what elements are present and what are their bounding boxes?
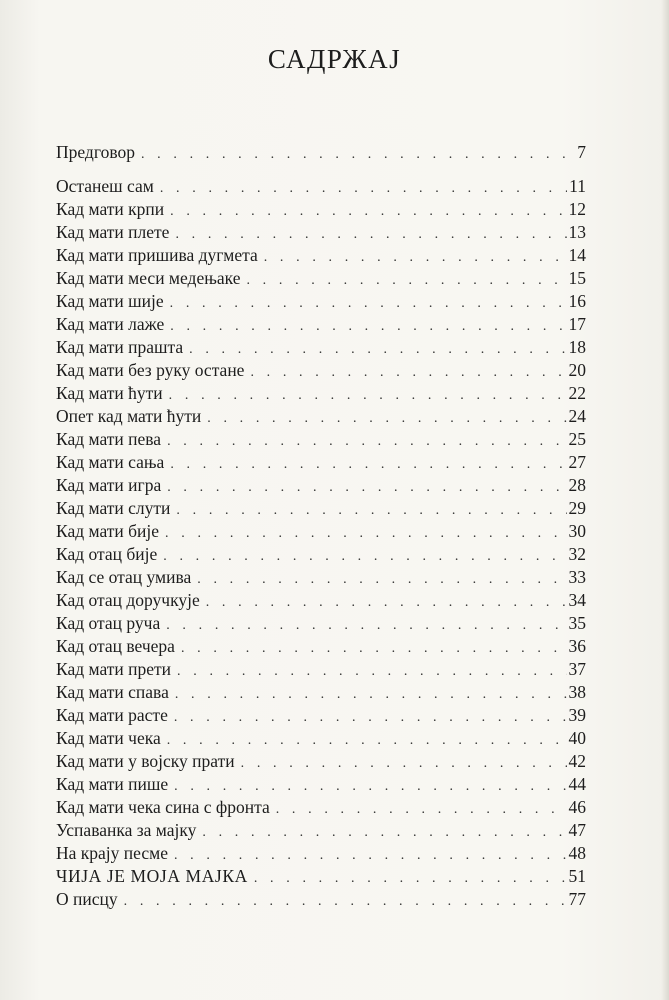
toc-entry-title: Кад мати пише [56, 774, 169, 794]
toc-entry-title: Кад мати меси медењаке [56, 268, 241, 288]
toc-entry-title: Кад мати без руку остане [56, 360, 245, 380]
toc-entry [56, 612, 586, 635]
toc-entry-title: Предговор [56, 142, 135, 162]
toc-entry-page: 39 [568, 705, 586, 725]
toc-entry-page: 13 [568, 222, 586, 242]
toc-entry-title: Кад мати пева [56, 429, 162, 449]
toc-entry-title: Кад отац доручкује [56, 590, 200, 610]
toc-entry-title: Кад мати прашта [56, 337, 184, 357]
toc-entry-page: 17 [568, 314, 586, 334]
toc-entry-title: Кад мати сања [56, 452, 165, 472]
toc-entry [56, 865, 586, 888]
dot-leader [176, 499, 566, 520]
toc-entry [56, 727, 586, 750]
toc-entry-page: 77 [568, 889, 586, 909]
toc-entry-page: 46 [568, 797, 586, 817]
dot-leader [189, 338, 566, 359]
toc-entry-page: 27 [568, 452, 586, 472]
toc-entry-title: Кад мати лаже [56, 314, 165, 334]
dot-leader [167, 729, 567, 750]
toc-entry [56, 635, 586, 658]
toc-entry-title: Кад мати чека [56, 728, 161, 748]
toc-entry [56, 497, 586, 520]
dot-leader [163, 545, 566, 566]
toc-entry-title: Кад мати игра [56, 475, 162, 495]
toc-entry-title: Кад мати пришива дугмета [56, 245, 258, 265]
toc-entry-title: Кад мати у војску прати [56, 751, 235, 771]
toc-entry-page: 38 [568, 682, 586, 702]
toc-entry-title: Кад отац руча [56, 613, 161, 633]
dot-leader [160, 177, 567, 198]
toc-entry [56, 382, 586, 405]
toc-entry [56, 888, 586, 911]
toc-entry-title: ЧИЈА ЈЕ МОЈА МАЈКА [56, 866, 248, 886]
dot-leader [174, 844, 567, 865]
dot-leader [167, 430, 566, 451]
toc-entry-page: 28 [568, 475, 586, 495]
toc-entry-page: 30 [568, 521, 586, 541]
dot-leader [170, 200, 566, 221]
toc-entry-title: О писцу [56, 889, 118, 909]
toc-entry-page: 22 [568, 383, 586, 403]
toc-entry-title: Кад мати слути [56, 498, 171, 518]
toc-entry [56, 141, 586, 164]
dot-leader [170, 292, 567, 313]
toc-entry-page: 29 [568, 498, 586, 518]
toc-entry-title: Кад мати бије [56, 521, 160, 541]
toc-entry-title: Кад мати плете [56, 222, 170, 242]
toc-entry-page: 24 [568, 406, 586, 426]
toc-entry [56, 359, 586, 382]
dot-leader [141, 143, 575, 164]
dot-leader [167, 476, 566, 497]
toc-entry-title: Опет кад мати ћути [56, 406, 202, 426]
dot-leader [206, 591, 567, 612]
toc-entry [56, 750, 586, 773]
toc-entry [56, 704, 586, 727]
dot-leader [166, 614, 566, 635]
toc-entry [56, 474, 586, 497]
toc-entry-title: На крају песме [56, 843, 168, 863]
toc-entry-title: Кад мати чека сина с фронта [56, 797, 270, 817]
dot-leader [264, 246, 567, 267]
toc-entry [56, 313, 586, 336]
dot-leader [170, 453, 566, 474]
dot-leader [169, 384, 567, 405]
toc-entry-title: Успаванка за мајку [56, 820, 197, 840]
dot-leader [181, 637, 567, 658]
dot-leader [276, 798, 567, 819]
toc-entry-page: 36 [568, 636, 586, 656]
toc-entry-page: 12 [568, 199, 586, 219]
dot-leader [177, 660, 566, 681]
toc-entry [56, 658, 586, 681]
dot-leader [174, 775, 566, 796]
dot-leader [124, 890, 567, 911]
dot-leader [197, 568, 566, 589]
toc-entry-title: Кад мати прети [56, 659, 172, 679]
toc-entry [56, 842, 586, 865]
toc-entry-page: 44 [568, 774, 586, 794]
toc-entry-page: 51 [568, 866, 586, 886]
toc-entry-page: 7 [577, 142, 586, 162]
toc-entry [56, 336, 586, 359]
toc-entry-page: 47 [568, 820, 586, 840]
dot-leader [175, 683, 567, 704]
toc-entry-title: Кад мати крпи [56, 199, 165, 219]
toc-entry [56, 198, 586, 221]
table-of-contents [56, 141, 586, 911]
toc-entry [56, 773, 586, 796]
dot-leader [250, 361, 566, 382]
toc-entry-page: 33 [568, 567, 586, 587]
dot-leader [202, 821, 566, 842]
toc-entry [56, 290, 586, 313]
toc-entry [56, 543, 586, 566]
toc-entry [56, 428, 586, 451]
toc-entry [56, 681, 586, 704]
toc-entry [56, 451, 586, 474]
toc-entry-page: 11 [569, 176, 586, 196]
toc-entry-page: 25 [568, 429, 586, 449]
toc-entry [56, 589, 586, 612]
dot-leader [254, 867, 567, 888]
toc-entry-page: 32 [568, 544, 586, 564]
toc-entry [56, 819, 586, 842]
toc-entry [56, 796, 586, 819]
toc-entry-title: Кад мати ћути [56, 383, 163, 403]
dot-leader [207, 407, 566, 428]
dot-leader [175, 223, 566, 244]
toc-entry [56, 520, 586, 543]
toc-entry-title: Кад мати расте [56, 705, 168, 725]
toc-entry [56, 221, 586, 244]
toc-entry [56, 267, 586, 290]
toc-entry-page: 15 [568, 268, 586, 288]
toc-entry-title: Кад мати спава [56, 682, 169, 702]
toc-entry-page: 40 [568, 728, 586, 748]
toc-entry-page: 20 [568, 360, 586, 380]
toc-entry [56, 405, 586, 428]
toc-entry-title: Кад отац вечера [56, 636, 175, 656]
toc-entry-title: Кад мати шије [56, 291, 164, 311]
toc-entry [56, 566, 586, 589]
toc-entry-page: 16 [568, 291, 586, 311]
toc-entry-page: 37 [568, 659, 586, 679]
toc-entry-page: 35 [568, 613, 586, 633]
toc-entry [56, 244, 586, 267]
page-title: САДРЖАЈ [267, 44, 402, 74]
toc-entry-page: 42 [568, 751, 586, 771]
toc-entry-page: 18 [568, 337, 586, 357]
toc-entry-title: Кад се отац умива [56, 567, 192, 587]
dot-leader [246, 269, 566, 290]
toc-entry [56, 175, 586, 198]
dot-leader [165, 522, 566, 543]
dot-leader [170, 315, 566, 336]
dot-leader [241, 752, 567, 773]
toc-entry-page: 34 [568, 590, 586, 610]
toc-entry-title: Останеш сам [56, 176, 154, 196]
dot-leader [174, 706, 567, 727]
toc-entry-page: 48 [568, 843, 586, 863]
toc-entry-title: Кад отац бије [56, 544, 158, 564]
toc-entry-page: 14 [568, 245, 586, 265]
